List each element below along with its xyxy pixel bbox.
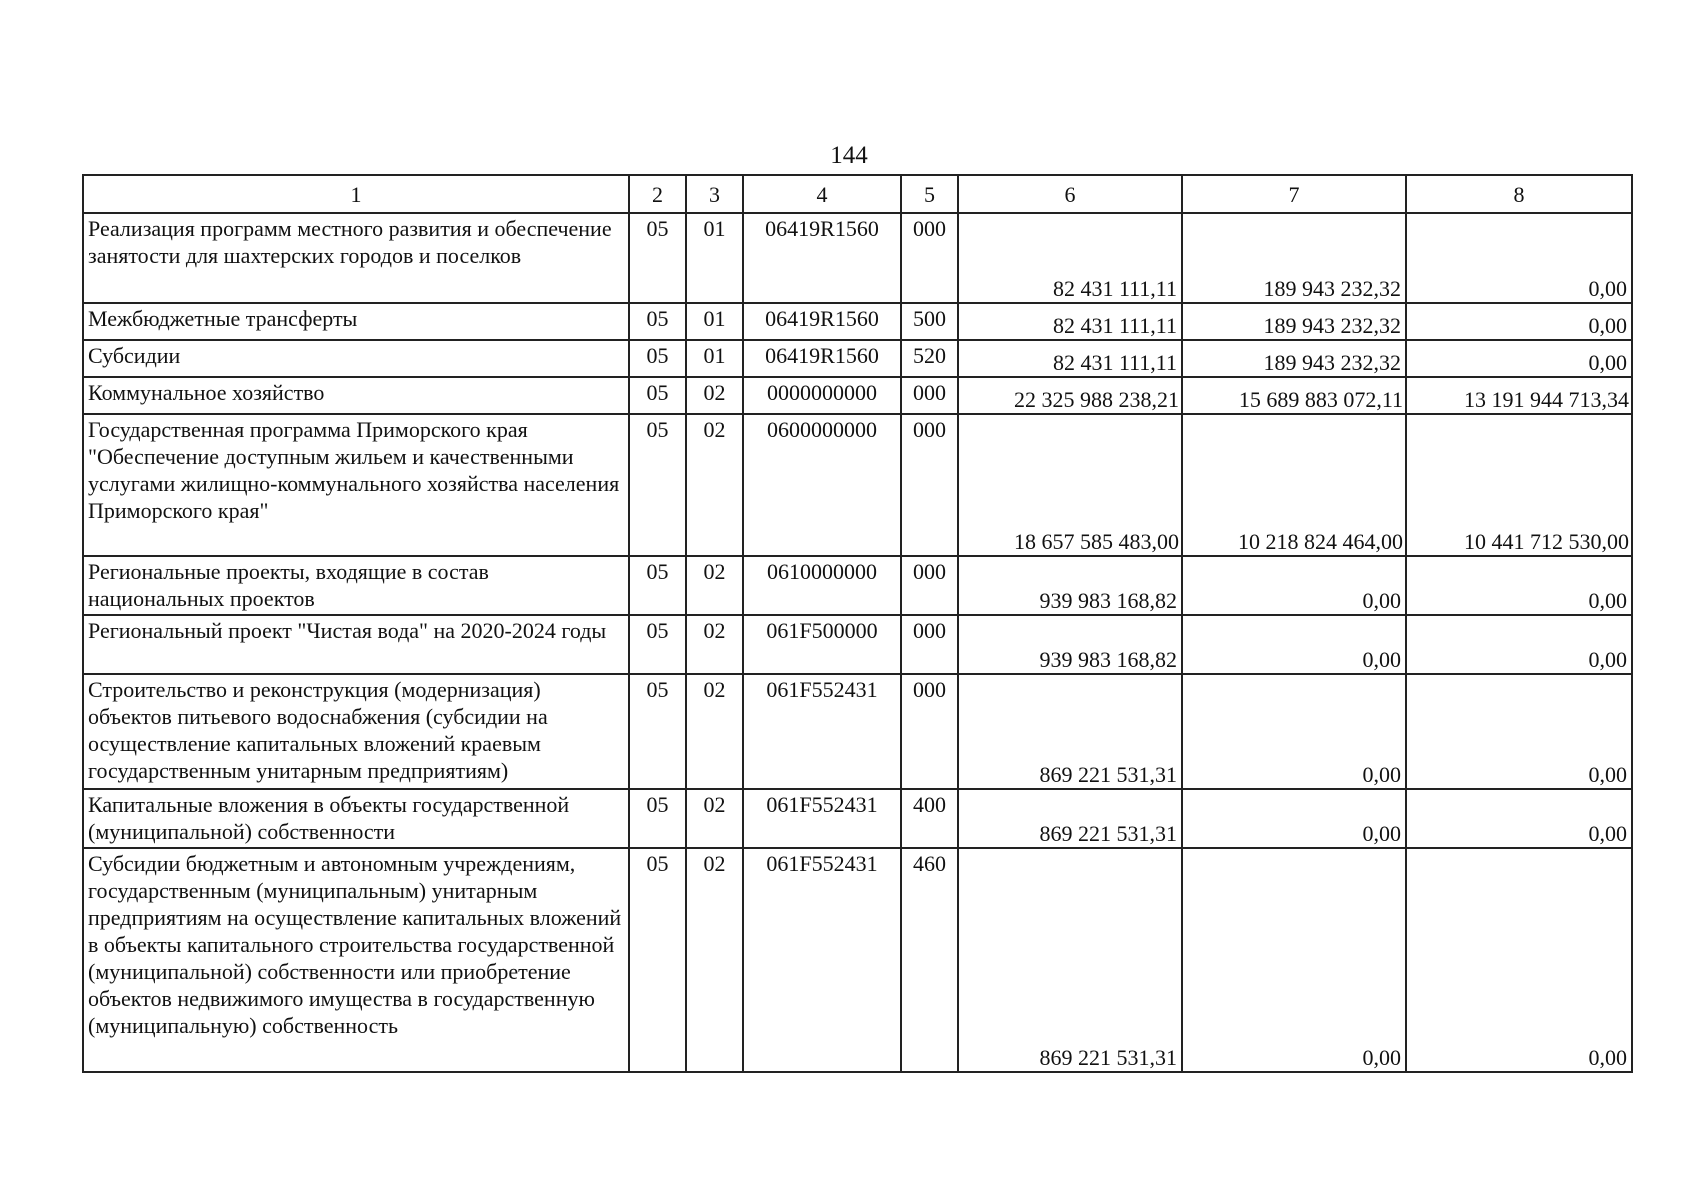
amount-col-7: 15 689 883 072,11: [1182, 377, 1406, 414]
amount-col-7: 0,00: [1182, 615, 1406, 674]
section-code: 05: [629, 414, 686, 556]
expense-type-code: 000: [901, 674, 958, 789]
table-body: [83, 175, 1632, 1072]
column-header: 2: [629, 175, 686, 213]
row-name: Реализация программ местного развития и обеспечение занятости для шахтерских городов и поселков: [83, 213, 629, 303]
amount-col-7: 189 943 232,32: [1182, 340, 1406, 377]
target-code: 061F552431: [743, 848, 901, 1072]
subsection-code: 01: [686, 213, 743, 303]
budget-table: [82, 174, 1633, 1073]
row-name: Региональный проект "Чистая вода" на 2020-2024 годы: [83, 615, 629, 674]
row-name: Государственная программа Приморского края "Обеспечение доступным жильем и качественными услугами жилищно-коммунального хозяйства населения Приморского края": [83, 414, 629, 556]
target-code: 0610000000: [743, 556, 901, 615]
table-row: [83, 674, 1632, 789]
row-name: Субсидии: [83, 340, 629, 377]
table-row: [83, 213, 1632, 303]
expense-type-code: 520: [901, 340, 958, 377]
table-row: [83, 414, 1632, 556]
subsection-code: 02: [686, 674, 743, 789]
expense-type-code: 460: [901, 848, 958, 1072]
target-code: 06419R1560: [743, 303, 901, 340]
subsection-code: 01: [686, 340, 743, 377]
row-name: Межбюджетные трансферты: [83, 303, 629, 340]
target-code: 06419R1560: [743, 340, 901, 377]
amount-col-6: 869 221 531,31: [958, 674, 1182, 789]
amount-col-8: 0,00: [1406, 789, 1632, 848]
amount-col-8: 0,00: [1406, 340, 1632, 377]
amount-col-6: 82 431 111,11: [958, 340, 1182, 377]
amount-col-7: 10 218 824 464,00: [1182, 414, 1406, 556]
amount-col-7: 0,00: [1182, 848, 1406, 1072]
target-code: 0000000000: [743, 377, 901, 414]
amount-col-6: 82 431 111,11: [958, 213, 1182, 303]
amount-col-7: 0,00: [1182, 789, 1406, 848]
amount-col-8: 10 441 712 530,00: [1406, 414, 1632, 556]
table-row: [83, 615, 1632, 674]
section-code: 05: [629, 674, 686, 789]
target-code: 061F552431: [743, 674, 901, 789]
table-row: [83, 377, 1632, 414]
amount-col-6: 18 657 585 483,00: [958, 414, 1182, 556]
amount-col-7: 0,00: [1182, 674, 1406, 789]
page-number: 144: [830, 142, 868, 169]
table-row: [83, 340, 1632, 377]
expense-type-code: 400: [901, 789, 958, 848]
amount-col-8: 0,00: [1406, 303, 1632, 340]
subsection-code: 02: [686, 414, 743, 556]
target-code: 061F552431: [743, 789, 901, 848]
amount-col-6: 869 221 531,31: [958, 848, 1182, 1072]
row-name: Капитальные вложения в объекты государственной (муниципальной) собственности: [83, 789, 629, 848]
amount-col-6: 82 431 111,11: [958, 303, 1182, 340]
expense-type-code: 000: [901, 377, 958, 414]
section-code: 05: [629, 848, 686, 1072]
table-row: [83, 789, 1632, 848]
expense-type-code: 000: [901, 556, 958, 615]
column-header: 8: [1406, 175, 1632, 213]
amount-col-8: 0,00: [1406, 848, 1632, 1072]
column-header: 6: [958, 175, 1182, 213]
amount-col-8: 13 191 944 713,34: [1406, 377, 1632, 414]
section-code: 05: [629, 377, 686, 414]
column-header: 5: [901, 175, 958, 213]
row-name: Коммунальное хозяйство: [83, 377, 629, 414]
section-code: 05: [629, 789, 686, 848]
subsection-code: 02: [686, 615, 743, 674]
row-name: Региональные проекты, входящие в состав национальных проектов: [83, 556, 629, 615]
amount-col-7: 189 943 232,32: [1182, 303, 1406, 340]
column-header: 4: [743, 175, 901, 213]
header-row: [83, 175, 1632, 213]
target-code: 0600000000: [743, 414, 901, 556]
amount-col-8: 0,00: [1406, 615, 1632, 674]
amount-col-6: 869 221 531,31: [958, 789, 1182, 848]
subsection-code: 01: [686, 303, 743, 340]
amount-col-6: 939 983 168,82: [958, 556, 1182, 615]
column-header: 7: [1182, 175, 1406, 213]
table-row: [83, 848, 1632, 1072]
section-code: 05: [629, 556, 686, 615]
expense-type-code: 000: [901, 414, 958, 556]
column-header: 1: [83, 175, 629, 213]
row-name: Субсидии бюджетным и автономным учреждениям, государственным (муниципальным) унитарным предприятиям на осуществление капитальных вложений в объекты капитального строительства государственной (муниципальной) собственности или приобретение объектов недвижимого имущества в государственную (муниципальную) собственность: [83, 848, 629, 1072]
subsection-code: 02: [686, 848, 743, 1072]
column-header: 3: [686, 175, 743, 213]
amount-col-8: 0,00: [1406, 674, 1632, 789]
row-name: Строительство и реконструкция (модернизация) объектов питьевого водоснабжения (субсидии на осуществление капитальных вложений краевым государственным унитарным предприятиям): [83, 674, 629, 789]
amount-col-7: 189 943 232,32: [1182, 213, 1406, 303]
target-code: 061F500000: [743, 615, 901, 674]
target-code: 06419R1560: [743, 213, 901, 303]
table-row: [83, 556, 1632, 615]
amount-col-8: 0,00: [1406, 213, 1632, 303]
expense-type-code: 000: [901, 213, 958, 303]
section-code: 05: [629, 303, 686, 340]
expense-type-code: 500: [901, 303, 958, 340]
amount-col-6: 939 983 168,82: [958, 615, 1182, 674]
amount-col-8: 0,00: [1406, 556, 1632, 615]
subsection-code: 02: [686, 789, 743, 848]
section-code: 05: [629, 615, 686, 674]
expense-type-code: 000: [901, 615, 958, 674]
table-row: [83, 303, 1632, 340]
subsection-code: 02: [686, 377, 743, 414]
subsection-code: 02: [686, 556, 743, 615]
amount-col-7: 0,00: [1182, 556, 1406, 615]
section-code: 05: [629, 213, 686, 303]
section-code: 05: [629, 340, 686, 377]
amount-col-6: 22 325 988 238,21: [958, 377, 1182, 414]
